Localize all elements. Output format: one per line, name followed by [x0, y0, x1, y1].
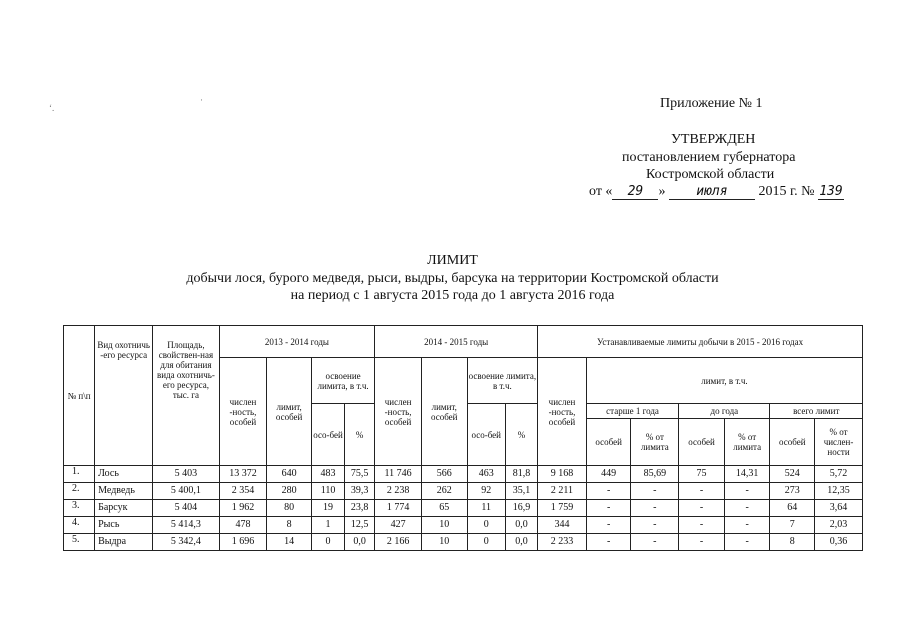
limit-2013: 80: [267, 500, 312, 517]
abundance-2015: 344: [538, 517, 587, 534]
under-pct: -: [724, 500, 770, 517]
habitat-area: 5 342,4: [153, 534, 219, 551]
total-pct: 3,64: [815, 500, 863, 517]
mastery-header: освоение лимита, в т.ч.: [311, 358, 374, 404]
mastered-2013: 0: [311, 534, 344, 551]
row-number: 1.: [64, 466, 95, 483]
pct-of-limit-header: % от лимита: [724, 419, 770, 466]
species-name: Лось: [95, 466, 153, 483]
document-period: на период с 1 августа 2015 года до 1 августа 2016 года: [290, 288, 615, 303]
total-individuals: 64: [770, 500, 815, 517]
total-individuals: 273: [770, 483, 815, 500]
total-pct: 5,72: [815, 466, 863, 483]
habitat-area: 5 404: [153, 500, 219, 517]
col-area-header: Площадь, свойствен-ная для обитания вида охотничь-его ресурса, тыс. га: [153, 326, 219, 466]
period3-header: Устанавливаемые лимиты добычи в 2015 - 2016 годах: [538, 326, 863, 358]
appendix-label: Приложение № 1: [660, 96, 763, 111]
limits-table: [63, 325, 863, 551]
pct-of-limit-header: % от лимита: [631, 419, 679, 466]
habitat-area: 5 414,3: [153, 517, 219, 534]
limit-incl-header: лимит, в т.ч.: [586, 358, 862, 404]
individuals-header: осо-бей: [311, 404, 344, 466]
abundance-2013: 2 354: [219, 483, 267, 500]
under-year-header: до года: [679, 404, 770, 419]
total-individuals: 8: [770, 534, 815, 551]
limit-2014: 566: [421, 466, 467, 483]
individuals-header: особей: [679, 419, 725, 466]
percent-2014: 0,0: [505, 517, 537, 534]
approval-date-line: [589, 184, 844, 200]
under-individuals: -: [679, 517, 725, 534]
mastered-2013: 110: [311, 483, 344, 500]
abundance-2014: 1 774: [375, 500, 422, 517]
mastered-2014: 0: [467, 534, 505, 551]
older-pct: -: [631, 483, 679, 500]
scan-speck: ·: [200, 95, 203, 105]
doc-number-field: [818, 184, 844, 200]
percent-header: %: [505, 404, 537, 466]
total-limit-header: всего лимит: [770, 404, 863, 419]
older-pct: -: [631, 500, 679, 517]
individuals-header: особей: [586, 419, 631, 466]
percent-2013: 75,5: [345, 466, 375, 483]
limit-2014: 10: [421, 517, 467, 534]
limit-header: лимит, особей: [267, 358, 312, 466]
mastered-2013: 1: [311, 517, 344, 534]
percent-2013: 12,5: [345, 517, 375, 534]
table-row: [64, 517, 863, 534]
abundance-2013: 1 962: [219, 500, 267, 517]
percent-header: %: [345, 404, 375, 466]
limit-2013: 280: [267, 483, 312, 500]
date-quote-close: »: [658, 184, 666, 199]
approved-region: Костромской области: [646, 167, 775, 182]
col-kind-header: Вид охотничь -его ресурса: [95, 326, 153, 466]
percent-2013: 23,8: [345, 500, 375, 517]
table-row: [64, 483, 863, 500]
mastery-header: освоение лимита, в т.ч.: [467, 358, 538, 404]
limit-2013: 8: [267, 517, 312, 534]
older-pct: 85,69: [631, 466, 679, 483]
species-name: Барсук: [95, 500, 153, 517]
period1-header: 2013 - 2014 годы: [219, 326, 375, 358]
older-header: старше 1 года: [586, 404, 678, 419]
document-subtitle: добычи лося, бурого медведя, рыси, выдры, барсука на территории Костромской области: [186, 271, 719, 286]
percent-2014: 35,1: [505, 483, 537, 500]
percent-2014: 81,8: [505, 466, 537, 483]
older-individuals: -: [586, 534, 631, 551]
total-individuals: 7: [770, 517, 815, 534]
table-body: [64, 466, 863, 551]
abundance-2014: 2 238: [375, 483, 422, 500]
percent-2014: 0,0: [505, 534, 537, 551]
under-pct: -: [724, 517, 770, 534]
percent-2013: 39,3: [345, 483, 375, 500]
habitat-area: 5 403: [153, 466, 219, 483]
under-pct: -: [724, 483, 770, 500]
abundance-2015: 2 211: [538, 483, 587, 500]
row-number: 5.: [64, 534, 95, 551]
individuals-header: особей: [770, 419, 815, 466]
habitat-area: 5 400,1: [153, 483, 219, 500]
under-individuals: 75: [679, 466, 725, 483]
abundance-header: числен -ность, особей: [538, 358, 587, 466]
scan-speck: ‘.: [49, 103, 55, 113]
limit-2014: 65: [421, 500, 467, 517]
col-num-header: № п\п: [64, 326, 95, 466]
table-head: [64, 326, 863, 466]
pct-of-abundance-header: % от числен-ности: [815, 419, 863, 466]
approved-label: УТВЕРЖДЕН: [671, 132, 756, 147]
row-number: 4.: [64, 517, 95, 534]
abundance-2014: 11 746: [375, 466, 422, 483]
older-individuals: -: [586, 517, 631, 534]
abundance-2013: 1 696: [219, 534, 267, 551]
abundance-header: числен -ность, особей: [219, 358, 267, 466]
date-month-field: [669, 184, 755, 200]
limit-header: лимит, особей: [421, 358, 467, 466]
total-pct: 0,36: [815, 534, 863, 551]
percent-2013: 0,0: [345, 534, 375, 551]
species-name: Медведь: [95, 483, 153, 500]
approved-by: постановлением губернатора: [622, 150, 796, 165]
individuals-header: осо-бей: [467, 404, 505, 466]
abundance-2014: 2 166: [375, 534, 422, 551]
mastered-2014: 92: [467, 483, 505, 500]
date-prefix: от «: [589, 184, 613, 199]
abundance-2015: 1 759: [538, 500, 587, 517]
species-name: Выдра: [95, 534, 153, 551]
under-pct: 14,31: [724, 466, 770, 483]
mastered-2014: 0: [467, 517, 505, 534]
date-day-field: [612, 184, 658, 200]
limit-2014: 262: [421, 483, 467, 500]
mastered-2014: 11: [467, 500, 505, 517]
under-individuals: -: [679, 483, 725, 500]
date-month: июля: [696, 184, 728, 199]
limit-2013: 14: [267, 534, 312, 551]
total-pct: 12,35: [815, 483, 863, 500]
abundance-2013: 478: [219, 517, 267, 534]
row-number: 2.: [64, 483, 95, 500]
abundance-2015: 9 168: [538, 466, 587, 483]
older-pct: -: [631, 534, 679, 551]
mastered-2014: 463: [467, 466, 505, 483]
older-pct: -: [631, 517, 679, 534]
abundance-2014: 427: [375, 517, 422, 534]
abundance-2015: 2 233: [538, 534, 587, 551]
under-individuals: -: [679, 534, 725, 551]
total-individuals: 524: [770, 466, 815, 483]
abundance-2013: 13 372: [219, 466, 267, 483]
total-pct: 2,03: [815, 517, 863, 534]
doc-number: 139: [819, 184, 843, 199]
older-individuals: -: [586, 500, 631, 517]
table-row: [64, 534, 863, 551]
document-title: ЛИМИТ: [427, 253, 478, 268]
older-individuals: -: [586, 483, 631, 500]
species-name: Рысь: [95, 517, 153, 534]
period2-header: 2014 - 2015 годы: [375, 326, 538, 358]
table-row: [64, 466, 863, 483]
limit-2014: 10: [421, 534, 467, 551]
older-individuals: 449: [586, 466, 631, 483]
percent-2014: 16,9: [505, 500, 537, 517]
under-individuals: -: [679, 500, 725, 517]
limit-2013: 640: [267, 466, 312, 483]
row-number: 3.: [64, 500, 95, 517]
mastered-2013: 483: [311, 466, 344, 483]
abundance-header: числен -ность, особей: [375, 358, 422, 466]
under-pct: -: [724, 534, 770, 551]
date-year: 2015 г. №: [758, 184, 815, 199]
table-row: [64, 500, 863, 517]
mastered-2013: 19: [311, 500, 344, 517]
date-day: 29: [627, 184, 644, 199]
